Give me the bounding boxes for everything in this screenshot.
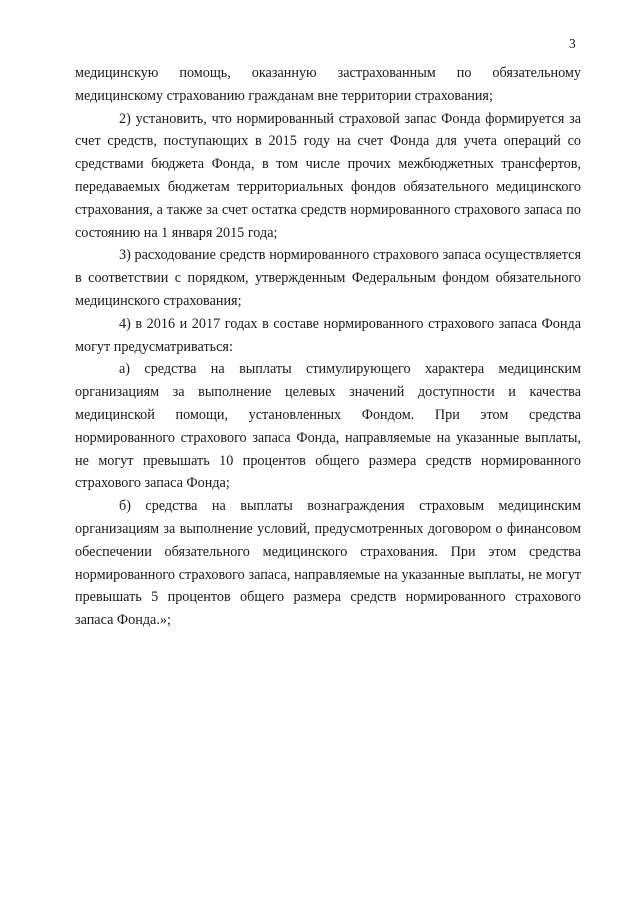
- page-number: 3: [569, 36, 576, 51]
- paragraph-continuation: медицинскую помощь, оказанную застрахованным по обязательному медицинскому страхованию гражданам вне территории страхования;: [75, 65, 581, 104]
- paragraph-subitem-a: а) средства на выплаты стимулирующего характера медицинским организациям за выполнение целевых значений доступности и качества медицинской помощи, установленных Фондом. При этом средства нормированного страхового запаса Фонда, направляемые на указанные выплаты, не могут превышать 10 процентов общего размера средств нормированного страхового запаса Фонда;: [75, 361, 581, 492]
- paragraph-item-2: 2) установить, что нормированный страховой запас Фонда формируется за счет средств, поступающих в 2015 году на счет Фонда для учета операций со средствами бюджета Фонда, в том числе прочих межбюджетных трансфертов, передаваемых бюджетам территориальных фондов обязательного медицинского страхования, а также за счет остатка средств нормированного страхового запаса по состоянию на 1 января 2015 года;: [75, 110, 581, 241]
- paragraph-item-4: 4) в 2016 и 2017 годах в составе нормированного страхового запаса Фонда могут предусматриваться:: [75, 315, 581, 355]
- document-body: [75, 62, 581, 632]
- paragraph-item-3: 3) расходование средств нормированного страхового запаса осуществляется в соответствии с порядком, утвержденным Федеральным фондом обязательного медицинского страхования;: [75, 247, 581, 309]
- paragraph-subitem-b: б) средства на выплаты вознаграждения страховым медицинским организациям за выполнение условий, предусмотренных договором о финансовом обеспечении обязательного медицинского страхования. При этом средства нормированного страхового запаса, направляемые на указанные выплаты, не могут превышать 5 процентов общего размера средств нормированного страхового запаса Фонда.»;: [75, 498, 581, 629]
